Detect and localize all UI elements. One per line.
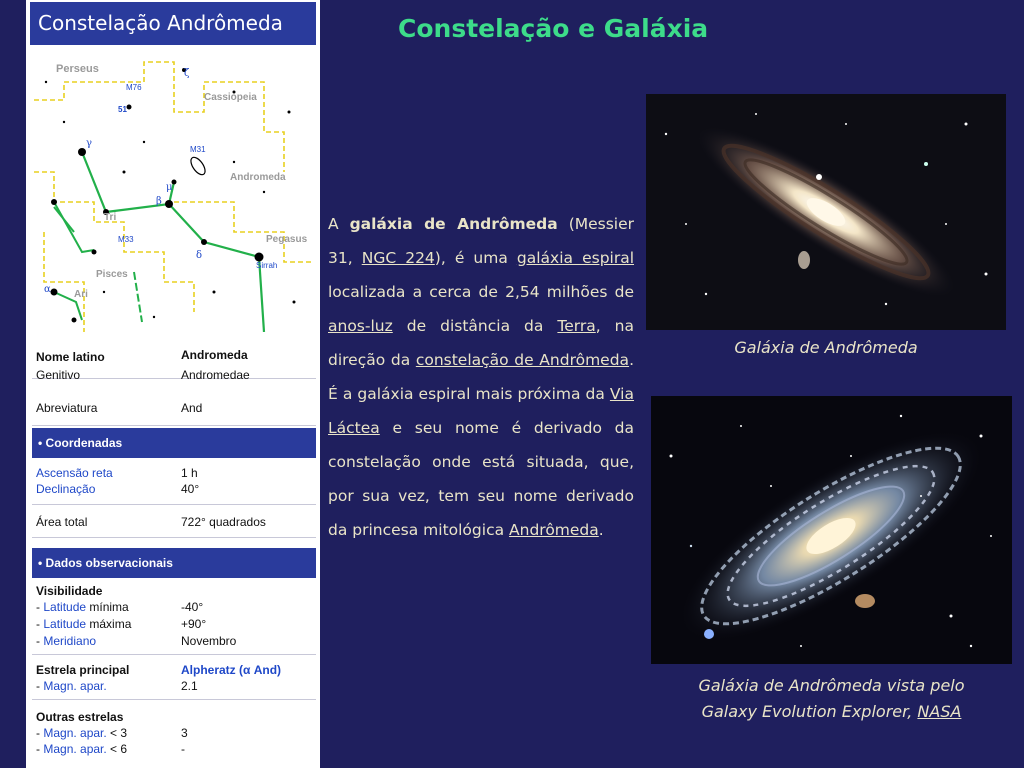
- infobox-row-name: [32, 342, 316, 382]
- map-label-andromeda: Andromeda: [230, 172, 286, 183]
- photo-caption-1: Galáxia de Andrômeda: [734, 338, 918, 357]
- constellation-link[interactable]: constelação de Andrômeda: [415, 351, 630, 369]
- other-stars-1-label: - Magn. apar. < 3: [36, 726, 128, 740]
- other-stars-2-link[interactable]: Magn. apar.: [43, 742, 107, 756]
- map-label-m33: M33: [118, 235, 134, 244]
- map-label-beta: β: [156, 196, 162, 207]
- constellation-panel: [26, 0, 320, 768]
- abbrev-value: And: [181, 401, 203, 415]
- map-label-51: 51: [118, 105, 127, 114]
- infobox-row-abbrev: [32, 393, 316, 426]
- andromeda-myth-link[interactable]: Andrômeda: [509, 521, 599, 539]
- map-label-sirrah: Sirrah: [256, 261, 278, 270]
- lat-min-label: - Latitude mínima: [36, 600, 129, 614]
- other-stars-label: Outras estrelas: [36, 710, 124, 724]
- infobox-row-main-star: [32, 655, 316, 700]
- light-years-link[interactable]: anos-luz: [328, 317, 393, 335]
- lat-max-label: - Latitude máxima: [36, 617, 132, 631]
- map-label-delta: δ: [196, 250, 203, 261]
- infobox-row-coords: [32, 460, 316, 505]
- infobox-row-area: [32, 505, 316, 538]
- ngc-link[interactable]: NGC 224: [361, 249, 435, 267]
- latin-name-label: Nome latino: [36, 350, 105, 364]
- andromeda-galaxy-photo: [646, 94, 1006, 330]
- nasa-link[interactable]: NASA: [917, 702, 962, 721]
- photo-caption-2-line1: Galáxia de Andrômeda vista pelo: [698, 676, 965, 695]
- magn-label: - Magn. apar.: [36, 679, 107, 693]
- main-star-link[interactable]: Alpheratz (α And): [181, 663, 282, 677]
- lat-min-link[interactable]: Latitude: [43, 600, 87, 614]
- dec-label[interactable]: Declinação: [36, 482, 96, 496]
- infobox-row-other-stars: [32, 700, 316, 760]
- body-paragraph: A galáxia de Andrômeda (Messier 31, NGC 224), é uma galáxia espiral localizada a cerca de 2,54 milhões de anos-luz de distância da Terra, na direção da constelação de Andrômeda. É a galáxia espiral mais próxima da Via Láctea e seu nome é derivado da constelação onde está situada, que, por sua vez, tem seu nome derivado da princesa mitológica Andrômeda.: [328, 215, 635, 539]
- map-label-m31: M31: [190, 145, 206, 154]
- ra-value: 1 h: [181, 466, 198, 480]
- lat-min-value: -40°: [181, 600, 204, 614]
- abbrev-label: Abreviatura: [36, 401, 98, 415]
- other-stars-2-value: -: [181, 742, 185, 756]
- obs-section-header[interactable]: • Dados observacionais: [32, 548, 316, 578]
- area-label: Área total: [36, 515, 88, 529]
- constellation-infobox: [32, 342, 316, 760]
- visibility-label: Visibilidade: [36, 584, 103, 598]
- milky-way-link[interactable]: Via Láctea: [328, 385, 634, 437]
- map-label-zeta: ζ: [184, 68, 190, 79]
- map-label-mu: μ: [166, 182, 173, 193]
- lat-max-value: +90°: [181, 617, 207, 631]
- map-label-m76: M76: [126, 83, 142, 92]
- photo-caption-2: Galáxia de Andrômeda vista pelo Galaxy Evolution Explorer, NASA: [698, 676, 965, 721]
- meridian-link[interactable]: Meridiano: [43, 634, 97, 648]
- genitive-label: Genitivo: [36, 368, 81, 382]
- map-label-pegasus: Pegasus: [266, 234, 308, 245]
- galaxy-name-bold: galáxia de Andrômeda: [349, 215, 558, 233]
- lat-max-link[interactable]: Latitude: [43, 617, 87, 631]
- latin-name-value: Andromeda: [181, 348, 248, 362]
- slide-title: Constelação e Galáxia: [398, 14, 709, 43]
- ra-label[interactable]: Ascensão reta: [36, 466, 113, 480]
- map-label-pisces: Pisces: [96, 269, 128, 280]
- other-stars-1-value: 3: [181, 726, 188, 740]
- map-label-ari: Ari: [74, 289, 88, 300]
- meridian-label: - Meridiano: [36, 634, 97, 648]
- area-value: 722° quadrados: [181, 515, 266, 529]
- map-label-cassiopeia: Cassiopeia: [204, 92, 257, 103]
- other-stars-2-label: - Magn. apar. < 6: [36, 742, 128, 756]
- earth-link[interactable]: Terra: [557, 317, 596, 335]
- magn-value: 2.1: [181, 679, 198, 693]
- other-stars-1-link[interactable]: Magn. apar.: [43, 726, 107, 740]
- map-label-gamma: γ: [86, 138, 92, 149]
- coords-section-header[interactable]: • Coordenadas: [32, 428, 316, 458]
- andromeda-galex-photo: [651, 396, 1012, 664]
- map-label-alpha: α: [44, 284, 51, 295]
- infobox-row-visibility: [32, 580, 316, 655]
- genitive-value: Andromedae: [181, 368, 250, 382]
- star-map: [34, 52, 312, 332]
- main-star-label: Estrela principal: [36, 663, 130, 677]
- meridian-value: Novembro: [181, 634, 237, 648]
- panel-title: Constelação Andrômeda: [30, 2, 316, 45]
- magn-link[interactable]: Magn. apar.: [43, 679, 107, 693]
- map-label-tri: Tri: [104, 212, 117, 223]
- spiral-galaxy-link[interactable]: galáxia espiral: [516, 249, 635, 267]
- dec-value: 40°: [181, 482, 200, 496]
- map-label-perseus: Perseus: [56, 63, 99, 75]
